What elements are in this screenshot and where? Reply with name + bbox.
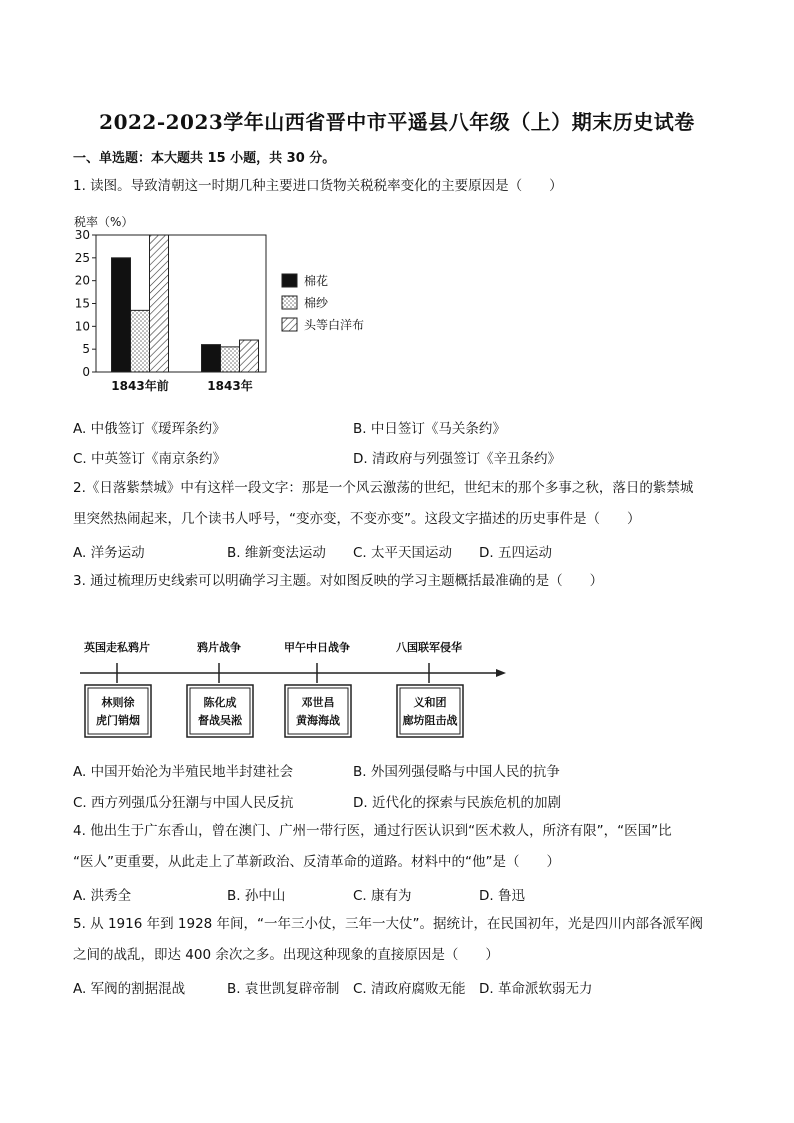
question-3-stem: 3. 通过梳理历史线索可以明确学习主题。对如图反映的学习主题概括最准确的是（ ）	[73, 573, 604, 589]
timeline-box-line-2: 虎门销烟	[96, 714, 140, 727]
timeline-box-line-2: 督战吴淞	[198, 714, 242, 727]
timeline-event-box	[85, 685, 151, 737]
question-2-stem-line-2: 里突然热闹起来，几个读书人呼号，“变亦变，不变亦变”。这段文字描述的历史事件是（ ）	[73, 511, 641, 527]
timeline-box-line-1: 林则徐	[101, 696, 135, 709]
q2-option-b[interactable]: B. 维新变法运动	[227, 545, 326, 561]
y-tick-label: 5	[82, 342, 90, 357]
q5-option-a[interactable]: A. 军阀的割据混战	[73, 981, 186, 997]
y-tick-label: 20	[74, 273, 90, 288]
legend-swatch	[282, 318, 297, 331]
legend-swatch	[282, 296, 297, 309]
x-category-label: 1843年	[207, 379, 253, 393]
question-2-stem-line-1: 2.《日落紫禁城》中有这样一段文字：那是一个风云激荡的世纪，世纪末的那个多事之秋，落日的紫禁城	[73, 480, 694, 496]
q3-option-d[interactable]: D. 近代化的探索与民族危机的加剧	[353, 795, 561, 811]
page-title: 2022-2023学年山西省晋中市平遥县八年级（上）期末历史试卷	[99, 110, 695, 134]
legend-label: 头等白洋布	[304, 318, 365, 332]
legend-label: 棉纱	[304, 296, 329, 310]
timeline-event-label: 甲午中日战争	[284, 641, 350, 654]
bar-dots-0	[131, 310, 150, 372]
timeline-event-label: 鸦片战争	[197, 641, 241, 654]
chart-ylabel: 税率（%）	[74, 215, 134, 229]
q4-option-a[interactable]: A. 洪秀全	[73, 888, 132, 904]
q1-option-d[interactable]: D. 清政府与列强签订《辛丑条约》	[353, 451, 561, 467]
timeline-box-line-2: 廊坊阻击战	[402, 714, 458, 727]
question-1-stem: 1. 读图。导致清朝这一时期几种主要进口货物关税税率变化的主要原因是（ ）	[73, 178, 563, 194]
y-tick-label: 10	[74, 319, 90, 334]
legend-swatch	[282, 274, 297, 287]
q1-option-c[interactable]: C. 中英签订《南京条约》	[73, 451, 227, 467]
question-5-stem-line-2: 之间的战乱，即达 400 余次之多。出现这种现象的直接原因是（ ）	[73, 947, 499, 963]
q2-option-d[interactable]: D. 五四运动	[479, 545, 552, 561]
q3-option-a[interactable]: A. 中国开始沦为半殖民地半封建社会	[73, 764, 294, 780]
timeline-box-line-1: 义和团	[413, 696, 447, 709]
timeline-event-box	[397, 685, 463, 737]
timeline-box-line-1: 陈化成	[203, 696, 237, 709]
y-tick-label: 0	[82, 365, 90, 379]
q1-option-b[interactable]: B. 中日签订《马关条约》	[353, 421, 506, 437]
question-5-stem-line-1: 5. 从 1916 年到 1928 年间，“一年三小仗，三年一大仗”。据统计，在民国初年，光是四川内部各派军阀	[73, 916, 704, 932]
y-tick-label: 25	[74, 250, 90, 265]
timeline-box-line-1: 邓世昌	[301, 696, 335, 709]
q1-option-a[interactable]: A. 中俄签订《瑷珲条约》	[73, 421, 226, 437]
question-4-stem-line-2: “医人”更重要，从此走上了革新政治、反清革命的道路。材料中的“他”是（ ）	[73, 854, 560, 870]
timeline-box-line-2: 黄海海战	[296, 714, 340, 727]
q5-option-b[interactable]: B. 袁世凯复辟帝制	[227, 981, 340, 997]
q3-option-b[interactable]: B. 外国列强侵略与中国人民的抗争	[353, 764, 560, 780]
question-4-stem-line-1: 4. 他出生于广东香山，曾在澳门、广州一带行医，通过行医认识到“医术救人，所济有限”，“医国”比	[73, 823, 672, 839]
legend-label: 棉花	[304, 274, 329, 288]
y-tick-label: 30	[74, 228, 90, 242]
bar-solid-0	[112, 258, 131, 372]
timeline-event-label: 英国走私鸦片	[84, 641, 150, 654]
q3-option-c[interactable]: C. 西方列强瓜分狂潮与中国人民反抗	[73, 795, 294, 811]
history-timeline	[72, 630, 512, 742]
tariff-bar-chart	[72, 208, 412, 400]
q2-option-a[interactable]: A. 洋务运动	[73, 545, 145, 561]
timeline-event-label: 八国联军侵华	[396, 641, 462, 654]
q4-option-d[interactable]: D. 鲁迅	[479, 888, 525, 904]
q5-option-d[interactable]: D. 革命派软弱无力	[479, 981, 593, 997]
q2-option-c[interactable]: C. 太平天国运动	[353, 545, 453, 561]
y-tick-label: 15	[74, 296, 90, 311]
timeline-event-box	[187, 685, 253, 737]
q4-option-c[interactable]: C. 康有为	[353, 888, 412, 904]
bar-hatch-1	[240, 340, 259, 372]
bar-hatch-0	[150, 235, 169, 372]
q5-option-c[interactable]: C. 清政府腐败无能	[353, 981, 466, 997]
bar-dots-1	[221, 347, 240, 372]
timeline-event-box	[285, 685, 351, 737]
section-heading: 一、单选题：本大题共 15 小题，共 30 分。	[73, 151, 336, 166]
bar-solid-1	[202, 345, 221, 372]
x-category-label: 1843年前	[111, 379, 169, 393]
q4-option-b[interactable]: B. 孙中山	[227, 888, 286, 904]
